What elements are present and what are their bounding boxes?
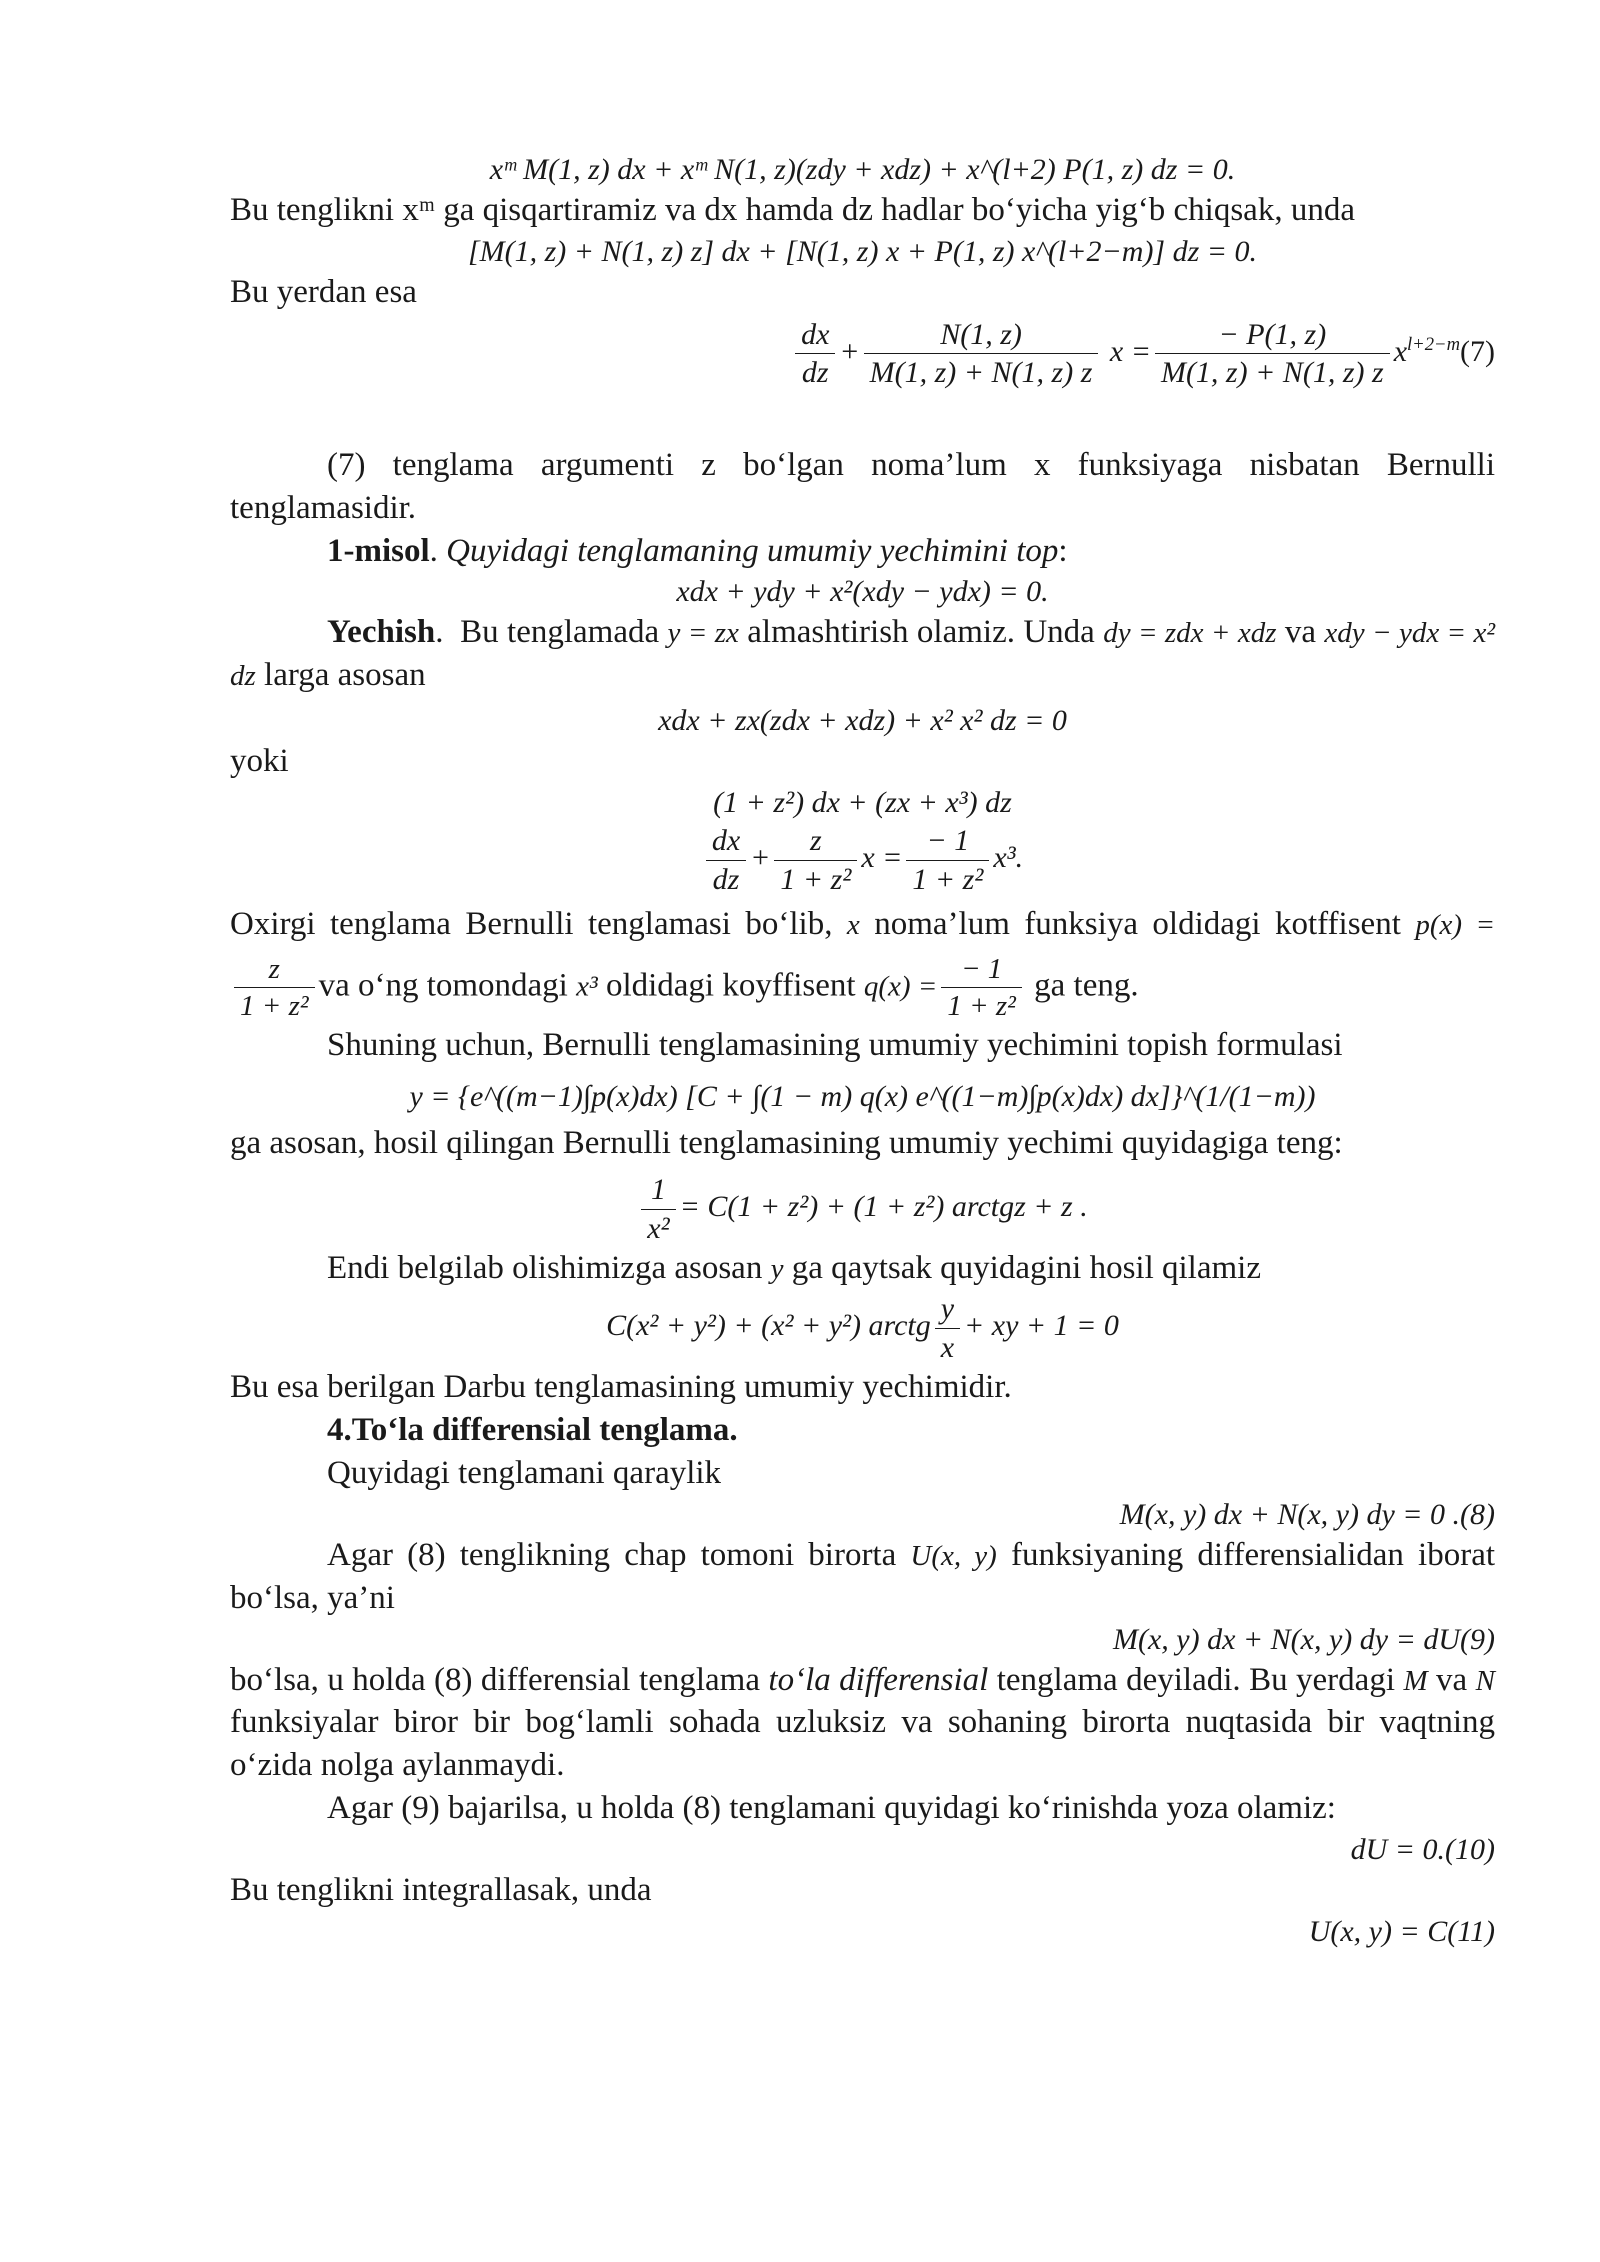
- paragraph-bu-yerdan: Bu yerdan esa: [230, 273, 417, 310]
- equation-10: dU = 0.(10): [1350, 1833, 1495, 1867]
- example-heading: 1-misol. Quyidagi tenglamaning umumiy yechimini top:: [327, 532, 1068, 569]
- paragraph-qaraylik: Quyidagi tenglamani qaraylik: [327, 1454, 722, 1491]
- fraction-q-coefficient: $\frac{- 1}{\text{1 + z²}}$: [941, 951, 1022, 1025]
- equation-general-solution: $\frac{1}{\text{x²}}$ = C(1 + z²) + (1 + z²) arctgz + z .: [230, 1171, 1495, 1247]
- paragraph-total-differential: bo‘lsa, u holda (8) differensial tenglama to‘la differensial tenglama deyiladi. Bu yerdagi M va N funksiyalar biror bir bog‘lamli sohada uzluksiz va sohaning birorta nuqtasida bir vaqtning o‘zida nolga aylanmaydi.: [230, 1661, 1495, 1784]
- equation-example: xdx + ydy + x²(xdy − ydx) = 0.: [676, 575, 1049, 609]
- fraction-p-coefficient: $\frac{z}{\text{1 + z²}}$: [234, 951, 315, 1025]
- equation-number-7: (7): [1460, 334, 1495, 368]
- paragraph-bernulli-note: (7) tenglama argumenti z bo‘lgan noma’lum x funksiyaga nisbatan Bernulli tenglamasidir.: [230, 446, 1495, 526]
- paragraph-agar-8: Agar (8) tenglikning chap tomoni birorta U(x, y) funksiyaning differensialidan iborat bo‘lsa, ya’ni: [230, 1536, 1496, 1616]
- fraction-1-over-x2: $\frac{1}{\text{x²}}$: [641, 1171, 675, 1247]
- equation-top: xᵐ M(1, z) dx + xᵐ N(1, z)(zdy + xdz) + x^(l+2) P(1, z) dz = 0.: [489, 153, 1236, 186]
- equation-final: C(x² + y²) + (x² + y²) arctg $\frac{y}{x}$ + xy + 1 = 0: [230, 1290, 1495, 1366]
- fraction-p-over-mn: $\frac{- P(1, z)}{M(1, z) + N(1, z) z}$: [1155, 316, 1390, 392]
- paragraph-integrallasak: Bu tenglikni integrallasak, unda: [230, 1872, 652, 1909]
- section-heading: 4.To‘la differensial tenglama.: [327, 1411, 738, 1448]
- equation-9: M(x, y) dx + N(x, y) dy = dU(9): [1113, 1622, 1495, 1656]
- fraction-minus1-over-1z2: $\frac{- 1}{\text{1 + z²}}$: [906, 822, 989, 898]
- equation-step-2: (1 + z²) dx + (zx + x³) dz: [713, 786, 1012, 820]
- fraction-n-over-mn: $\frac{N(1, z)}{M(1, z) + N(1, z) z}$: [864, 316, 1099, 392]
- paragraph-formula-intro: Shuning uchun, Bernulli tenglamasining umumiy yechimini topish formulasi: [327, 1027, 1343, 1064]
- fraction-z-over-1z2: $\frac{z}{\text{1 + z²}}$: [774, 822, 857, 898]
- equation-bernulli-formula: y = {e^((m−1)∫p(x)dx) [C + ∫(1 − m) q(x) e^((1−m)∫p(x)dx) dx]}^(1/(1−m)): [409, 1080, 1316, 1114]
- paragraph-general-solution: ga asosan, hosil qilingan Bernulli tenglamasining umumiy yechimi quyidagiga teng:: [230, 1125, 1343, 1162]
- equation-11: U(x, y) = C(11): [1308, 1915, 1495, 1948]
- fraction-dx-dz: $\frac{dx}{dz}$: [795, 316, 835, 392]
- paragraph-darbu: Bu esa berilgan Darbu tenglamasining umumiy yechimidir.: [230, 1369, 1012, 1406]
- equation-8: M(x, y) dx + N(x, y) dy = 0 .(8): [1119, 1497, 1495, 1531]
- paragraph-return-y: Endi belgilab olishimizga asosan y ga qaytsak quyidagini hosil qilamiz: [327, 1250, 1261, 1287]
- equation-step-3: $\frac{dx}{dz}$ + $\frac{z}{\text{1 + z²}}$ x = $\frac{- 1}{\text{1 + z²}}$ x³.: [230, 822, 1495, 898]
- fraction-y-over-x: $\frac{y}{x}$: [935, 1290, 960, 1366]
- fraction-dx-dz-2: $\frac{dx}{dz}$: [706, 822, 746, 898]
- equation-7: $\frac{dx}{dz}$ + $\frac{N(1, z)}{M(1, z) + N(1, z) z}$ x = $\frac{- P(1, z)}{M(1, z) + N(1, z) z}$ $x^{l+2-m}(7)$: [230, 316, 1495, 392]
- paragraph-qisqartiramiz: Bu tenglikni xᵐ ga qisqartiramiz va dx hamda dz hadlar bo‘yicha yig‘b chiqsak, unda: [230, 192, 1355, 228]
- paragraph-coefficients: Oxirgi tenglama Bernulli tenglamasi bo‘lib, x noma’lum funksiya oldidagi kotffisent p(x) = $\frac{z}{\text{1 + z²}}$ va o‘ng tomondagi x³ oldidagi koyffisent q(x) = $\frac{- 1}{\text{1 + z²}}$ ga teng.: [230, 898, 1495, 1024]
- paragraph-agar-9: Agar (9) bajarilsa, u holda (8) tenglamani quyidagi ko‘rinishda yoza olamiz:: [327, 1790, 1336, 1827]
- paragraph-yoki: yoki: [230, 743, 289, 780]
- equation-step-1: xdx + zx(zdx + xdz) + x² x² dz = 0: [658, 704, 1067, 738]
- paragraph-solution: Yechish. Bu tenglamada y = zx almashtirish olamiz. Unda dy = zdx + xdz va xdy − ydx = x² dz larga asosan: [230, 614, 1496, 694]
- equation-grouped: [M(1, z) + N(1, z) z] dx + [N(1, z) x + P(1, z) x^(l+2−m)] dz = 0.: [467, 234, 1258, 268]
- document-page: [230, 150, 1495, 1951]
